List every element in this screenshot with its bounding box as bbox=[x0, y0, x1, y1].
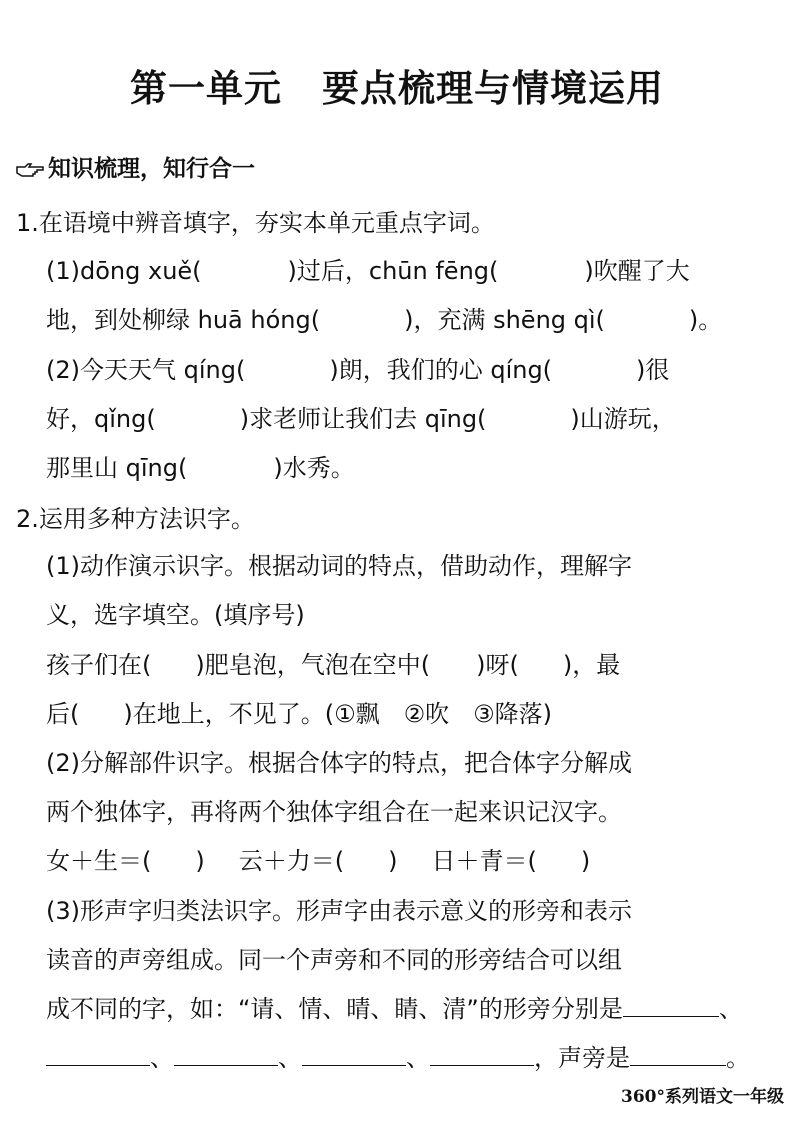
underline-blank[interactable] bbox=[630, 1043, 726, 1066]
section-heading-text: 知识梳理，知行合一 bbox=[48, 156, 255, 182]
q2-part-2-line-1: (2)分解部件识字。根据合体字的特点，把合体字分解成 bbox=[46, 749, 632, 777]
q1-text: )很 bbox=[636, 356, 670, 384]
q2-part-1-line-1: (1)动作演示识字。根据动词的特点，借助动作，理解字 bbox=[46, 552, 632, 580]
q2-text: 。 bbox=[726, 1044, 750, 1072]
underline-blank[interactable] bbox=[302, 1043, 406, 1066]
equation-text: ) bbox=[580, 847, 591, 875]
q1-line-4 bbox=[46, 404, 676, 434]
q2-text: 、 bbox=[150, 1044, 174, 1072]
q2-sentence-line-2 bbox=[46, 699, 552, 729]
q1-line-3 bbox=[46, 355, 669, 385]
underline-blank[interactable] bbox=[174, 1043, 278, 1066]
q2-sentence-line-1 bbox=[46, 650, 620, 680]
q1-line-1 bbox=[46, 256, 690, 286]
q1-text: (2)今天天气 qíng( bbox=[46, 356, 246, 384]
q2-text: 、 bbox=[406, 1044, 430, 1072]
q2-part-1-line-2: 义，选字填空。(填序号) bbox=[46, 601, 305, 629]
q2-part-3-line-2: 读音的声旁组成。同一个声旁和不同的形旁结合可以组 bbox=[46, 946, 622, 974]
q1-text: )，充满 shēng qì( bbox=[404, 306, 605, 334]
q1-text: )过后，chūn fēng( bbox=[287, 257, 499, 285]
equation-text: ) bbox=[195, 847, 205, 875]
q1-text: 地，到处柳绿 huā hóng( bbox=[46, 306, 321, 334]
q2-part-3-line-3 bbox=[46, 994, 743, 1024]
underline-blank[interactable] bbox=[623, 994, 719, 1017]
q1-line-2 bbox=[46, 305, 722, 335]
q1-text: )水秀。 bbox=[273, 454, 355, 482]
unit-label: 第一单元 bbox=[130, 66, 282, 110]
q1-text: )。 bbox=[688, 306, 723, 334]
q2-part-3-line-4 bbox=[46, 1043, 750, 1073]
equation-text: 日＋青＝( bbox=[431, 847, 537, 875]
equation-text: 云＋力＝( bbox=[238, 847, 345, 875]
q2-part-3-line-1: (3)形声字归类法识字。形声字由表示意义的形旁和表示 bbox=[46, 897, 632, 925]
q2-text: 孩子们在( bbox=[46, 651, 152, 679]
section-heading bbox=[16, 150, 255, 183]
q1-text: 好，qǐng( bbox=[46, 405, 156, 433]
underline-blank[interactable] bbox=[46, 1043, 150, 1066]
series-footer: 360°系列语文一年级 bbox=[621, 1087, 784, 1107]
q2-text: )在地上，不见了。(①飘 ②吹 ③降落) bbox=[123, 700, 553, 728]
page-title bbox=[0, 58, 794, 112]
q2-text: 、 bbox=[278, 1044, 302, 1072]
q1-text: )山游玩， bbox=[570, 405, 676, 433]
q1-text: )求老师让我们去 qīng( bbox=[239, 405, 487, 433]
q1-text: (1)dōng xuě( bbox=[46, 257, 202, 285]
equation-text: ) bbox=[388, 847, 398, 875]
q1-text: )吹醒了大 bbox=[584, 257, 690, 285]
q1-text: )朗，我们的心 qíng( bbox=[329, 356, 553, 384]
q2-text: ，声旁是 bbox=[534, 1044, 630, 1072]
q2-text: 成不同的字，如：“请、情、晴、睛、清”的形旁分别是 bbox=[46, 995, 623, 1023]
unit-subtitle: 要点梳理与情境运用 bbox=[322, 66, 664, 110]
question-2-stem: 2.运用多种方法识字。 bbox=[16, 505, 255, 533]
equation-text: 女＋生＝( bbox=[46, 847, 152, 875]
q2-text: 后( bbox=[46, 700, 80, 728]
q1-text: 那里山 qīng( bbox=[46, 454, 188, 482]
q1-line-5 bbox=[46, 453, 355, 483]
q2-part-2-line-2: 两个独体字，再将两个独体字组合在一起来识记汉字。 bbox=[46, 798, 622, 826]
question-1-stem: 1.在语境中辨音填字，夯实本单元重点字词。 bbox=[16, 209, 495, 237]
q2-text: )呀( bbox=[476, 651, 519, 679]
q2-text: )，最 bbox=[562, 651, 621, 679]
q2-equations bbox=[46, 846, 590, 876]
pointing-hand-icon bbox=[16, 162, 44, 178]
q2-text: )肥皂泡，气泡在空中( bbox=[195, 651, 431, 679]
q2-text: 、 bbox=[718, 995, 743, 1023]
underline-blank[interactable] bbox=[430, 1043, 534, 1066]
